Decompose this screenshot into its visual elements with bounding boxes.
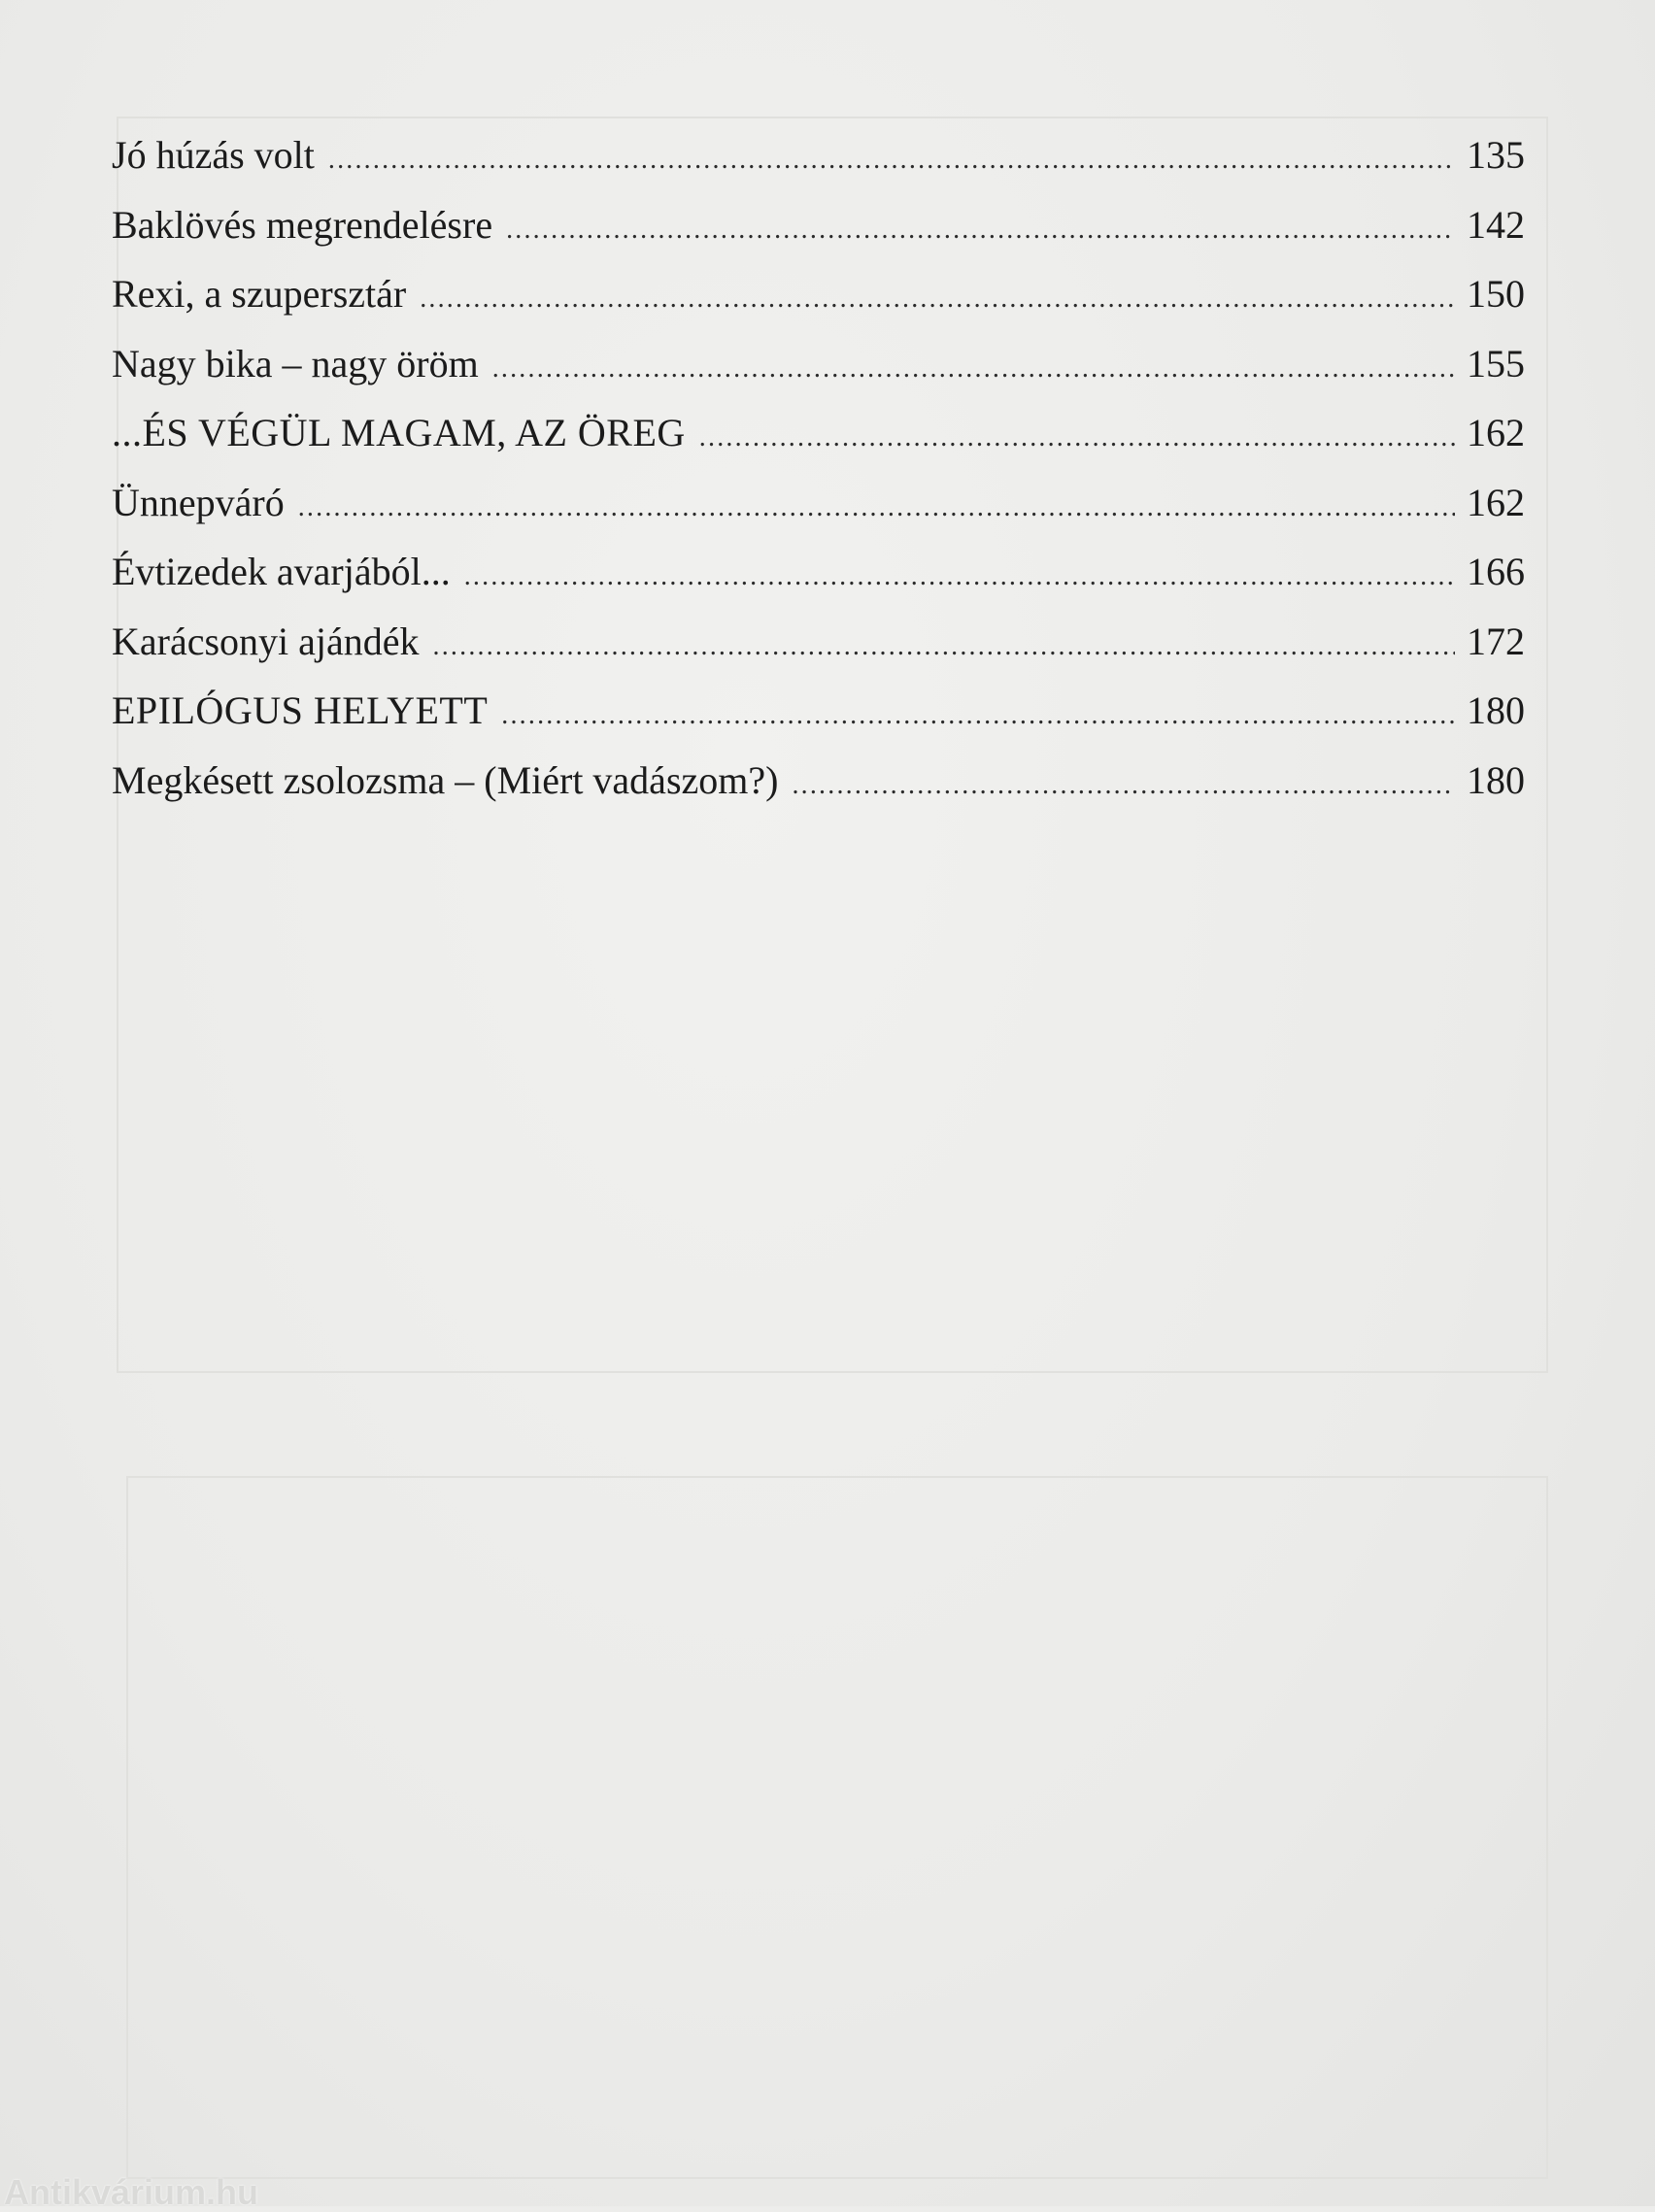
table-of-contents	[112, 133, 1525, 830]
toc-section-title: ...ÉS VÉGÜL MAGAM, AZ ÖREG	[112, 411, 686, 454]
toc-entry-page: 180	[1467, 757, 1525, 802]
toc-entry-title: Rexi, a szupersztár	[112, 272, 407, 316]
toc-entry-title: Karácsonyi ajándék	[112, 619, 420, 663]
toc-entry-title: Ünnepváró	[112, 480, 285, 524]
toc-entry-page: 162	[1467, 411, 1525, 454]
toc-leader-dots	[506, 217, 1455, 244]
toc-entry[interactable]	[112, 272, 1525, 345]
toc-entry-page: 155	[1467, 341, 1525, 385]
toc-leader-dots	[492, 355, 1455, 383]
toc-entry-title: Nagy bika – nagy öröm	[112, 341, 479, 385]
toc-entry[interactable]	[112, 757, 1525, 831]
toc-leader-dots	[501, 702, 1455, 729]
toc-entry-title: Baklövés megrendelésre	[112, 202, 493, 247]
toc-entry-page: 162	[1467, 480, 1525, 524]
toc-entry-page: 172	[1467, 619, 1525, 663]
toc-entry[interactable]	[112, 688, 1525, 761]
toc-entry-title: Évtizedek avarjából...	[112, 550, 451, 593]
toc-leader-dots	[328, 147, 1455, 174]
toc-entry-page: 135	[1467, 133, 1525, 177]
toc-entry-title: Jó húzás volt	[112, 133, 315, 177]
toc-entry[interactable]	[112, 480, 1525, 553]
toc-entry-title: Megkésett zsolozsma – (Miért vadászom?)	[112, 757, 779, 802]
toc-section-title: EPILÓGUS HELYETT	[112, 688, 489, 732]
toc-entry[interactable]	[112, 202, 1525, 276]
toc-entry-page: 142	[1467, 202, 1525, 247]
toc-leader-dots	[464, 563, 1455, 590]
toc-leader-dots	[298, 494, 1455, 521]
toc-leader-dots	[792, 772, 1455, 799]
watermark: Antikvárium.hu	[4, 2172, 259, 2212]
toc-entry[interactable]	[112, 550, 1525, 622]
toc-entry[interactable]	[112, 341, 1525, 415]
toc-leader-dots	[420, 285, 1455, 313]
toc-entry[interactable]	[112, 411, 1525, 484]
toc-entry[interactable]	[112, 619, 1525, 692]
toc-entry[interactable]	[112, 133, 1525, 206]
show-through-frame-lower	[126, 1476, 1548, 2179]
toc-entry-page: 150	[1467, 272, 1525, 316]
toc-leader-dots	[433, 633, 1455, 660]
toc-entry-page: 180	[1467, 688, 1525, 732]
toc-leader-dots	[699, 424, 1455, 452]
toc-entry-page: 166	[1467, 550, 1525, 593]
